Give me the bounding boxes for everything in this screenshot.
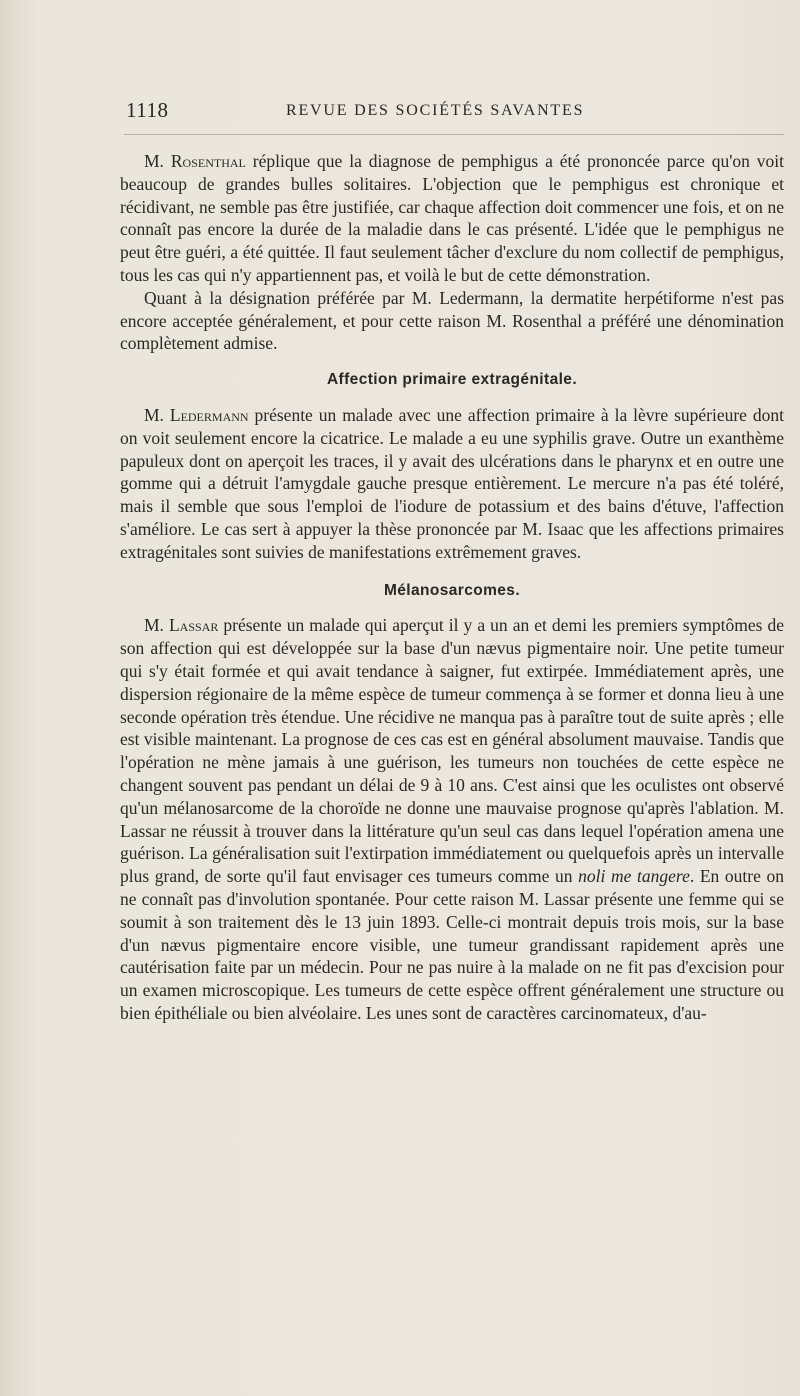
paragraph-prefix: M.	[144, 615, 169, 636]
speaker-name: Lassar	[168, 615, 219, 636]
section-heading-affection: Affection primaire extragénitale.	[326, 371, 578, 389]
running-head	[124, 98, 784, 128]
running-title: REVUE DES SOCIÉTÉS SAVANTES	[286, 102, 585, 119]
speaker-name: Rosenthal	[170, 151, 246, 171]
paragraph-prefix: M.	[144, 151, 171, 171]
header-rule	[124, 134, 784, 135]
paragraph-lassar	[120, 614, 784, 1024]
paragraph-text: présente un malade avec une affection primaire à la lèvre supérieure dont on voit seulement encore la cicatrice. Le malade a eu une syphilis grave. Outre un exanthème papuleux dont on aperçoit les traces, il y avait des ulcérations dans le pharynx et en outre une gomme qui a détruit l'amygdale gauche presque entièrement. Le mercure n'a pas été toléré, mais il semble que sous l'emploi de l'iodure de potassium et des bains d'étuve, l'affection s'améliore. Le cas sert à appuyer la thèse prononcée par M. Isaac que les affections primaires extragénitales sont suivies de manifestations extrêmement graves.	[120, 404, 784, 562]
paragraph-text: présente un malade qui aperçut il y a un an et demi les premiers symptômes de son affection qui est développée sur la base d'un nævus pigmentaire noir. Une petite tumeur qui s'y était formée et qui avait tendance à saigner, fut extirpée. Immédiatement après, une dispersion régionaire de la même espèce de tumeur commença à se former et donna lieu à une seconde opération très étendue. Une récidive ne manqua pas à paraître tout de suite après ; elle est visible maintenant. La prognose de ces cas est en général absolument mauvaise. Tandis que l'opération ne mène jamais à une guérison, les tumeurs non touchées de cette espèce ne changent souvent pas pendant un délai de 9 à 10 ans. C'est ainsi que les oculistes ont observé qu'un mélanosarcome de la choroïde ne donne une mauvaise prognose qu'après l'ablation. M. Lassar ne réussit à trouver dans la littérature qu'un seul cas dans lequel l'opération amena une guérison. La généralisation suit l'extirpation immédiatement ou quelquefois après un intervalle plus grand, de sorte qu'il faut envisager ces tumeurs comme un	[120, 615, 785, 887]
paragraph-designation: Quant à la désignation préférée par M. Ledermann, la dermatite herpétiforme n'est pas encore acceptée généralement, et pour cette raison M. Rosenthal a préféré une dénomination complètement admise.	[120, 287, 784, 354]
section-heading-melanosarcomes: Mélanosarcomes.	[383, 581, 521, 599]
paragraph-prefix: M.	[144, 404, 170, 425]
paragraph-rosenthal	[120, 150, 784, 287]
body-text	[120, 150, 784, 1025]
paragraph-text: . En outre on ne connaît pas d'involution spontanée. Pour cette raison M. Lassar présente une femme qui se soumit à son traitement dès le 13 juin 1893. Celle-ci montrait depuis trois mois, sur la base d'un nævus pigmentaire encore visible, une tumeur grandissant rapidement après une cautérisation faite par un médecin. Pour ne pas nuire à la malade on ne fit pas d'excision pour un examen microscopique. Les tumeurs de cette espèce offrent généralement une structure ou bien épithéliale ou bien alvéolaire. Les unes sont de caractères carcinomateux, d'au-	[120, 866, 785, 1023]
speaker-name: Ledermann	[169, 404, 249, 425]
paragraph-text: réplique que la diagnose de pemphigus a été prononcée parce qu'on voit beaucoup de grandes bulles solitaires. L'objection que le pemphigus est chronique et récidivant, ne semble pas être justifiée, car chaque affection doit commencer une fois, et on ne connaît pas encore la durée de la maladie dans le cas présenté. L'idée que le pemphigus ne peut être guéri, a été quittée. Il faut seulement tâcher d'exclure du nom collectif de pemphigus, tous les cas qui n'y appartiennent pas, et voilà le but de cette démonstration.	[120, 151, 784, 285]
paragraph-ledermann	[120, 404, 784, 564]
italic-phrase: noli me tangere	[578, 866, 690, 887]
page-number: 1118	[126, 98, 169, 122]
